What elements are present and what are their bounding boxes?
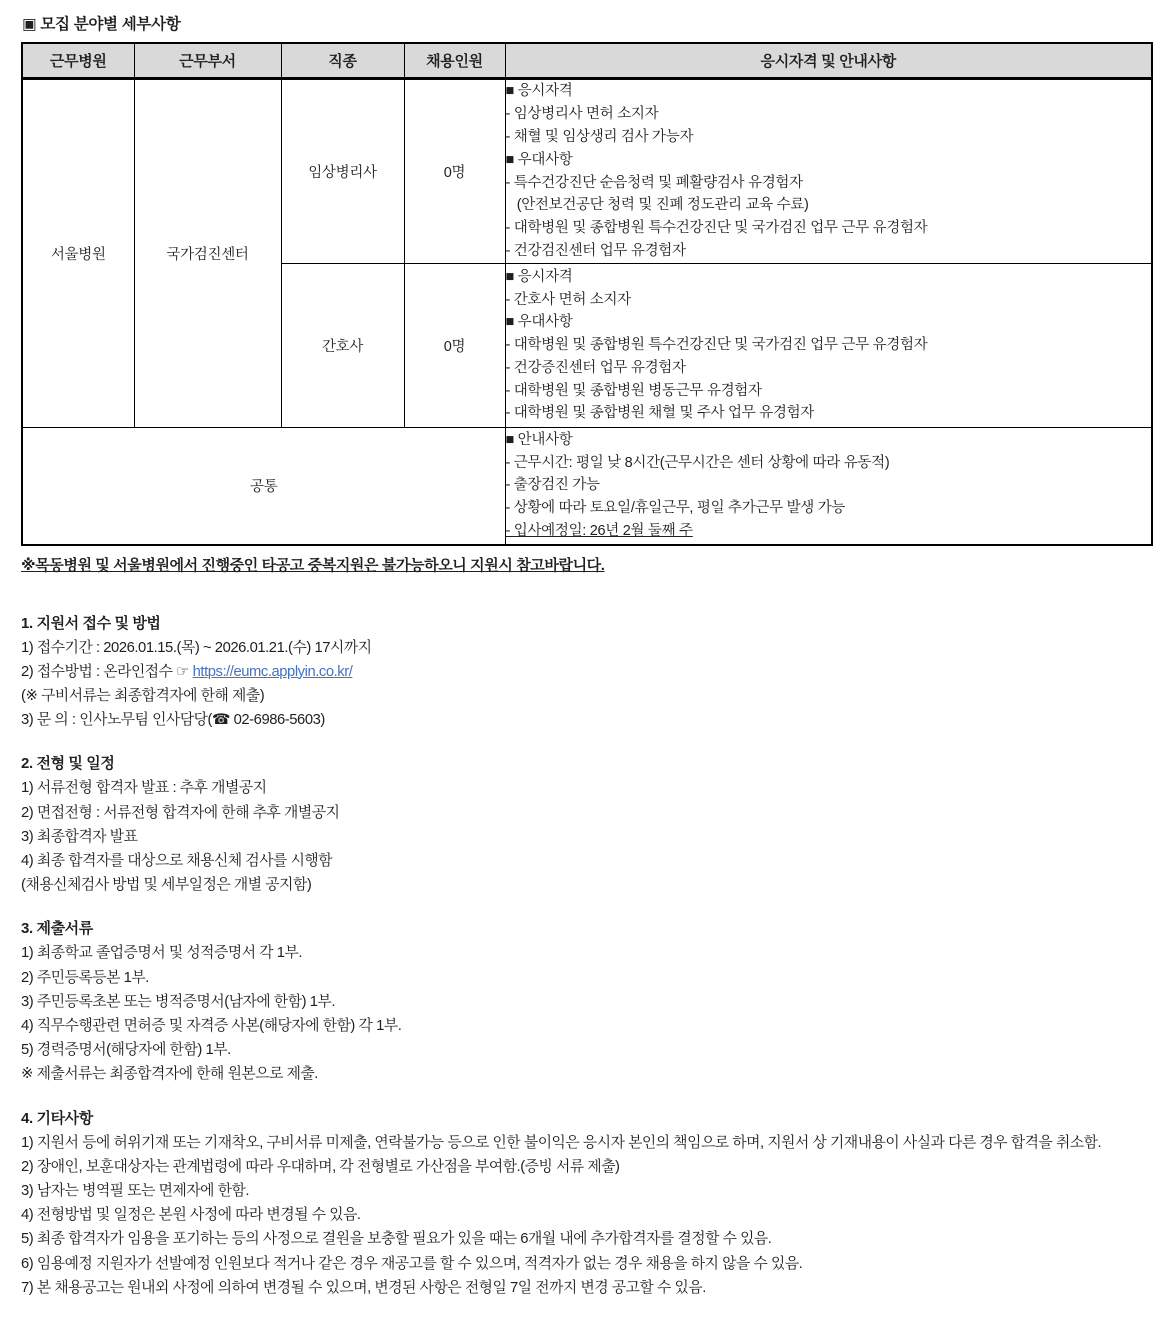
misc-line: 4) 전형방법 및 일정은 본원 사정에 따라 변경될 수 있음. <box>21 1207 361 1224</box>
detail-line: - 특수건강진단 순음청력 및 폐활량검사 유경험자 <box>505 174 803 191</box>
application-method-prefix: 2) 접수방법 : 온라인접수 ☞ <box>21 663 193 680</box>
header-department: 근무부서 <box>134 43 281 79</box>
document-line: 1) 최종학교 졸업증명서 및 성적증명서 각 1부. <box>21 945 303 962</box>
detail-line: (안전보건공단 청력 및 진폐 정도관리 교육 수료) <box>505 197 809 214</box>
application-url-link[interactable]: https://eumc.applyin.co.kr/ <box>192 663 353 680</box>
application-period-line: 1) 접수기간 : 2026.01.15.(목) ~ 2026.01.21.(수) 17시까지 <box>21 639 372 656</box>
schedule-line: 3) 최종합격자 발표 <box>21 828 138 845</box>
schedule-line: 2) 면접전형 : 서류전형 합격자에 한해 추후 개별공지 <box>21 804 340 821</box>
detail-line: - 임상병리사 면허 소지자 <box>505 106 659 123</box>
detail-line: ■ 응시자격 <box>505 83 573 100</box>
misc-line: 2) 장애인, 보훈대상자는 관계법령에 따라 우대하며, 각 전형별로 가산점을 부여함.(증빙 서류 제출) <box>21 1158 620 1175</box>
section-documents <box>21 917 1151 1086</box>
table-row <box>22 79 1152 264</box>
detail-line: ■ 우대사항 <box>505 151 573 168</box>
header-count: 채용인원 <box>404 43 505 79</box>
detail-line: - 건강검진센터 업무 유경험자 <box>505 242 686 259</box>
detail-line: - 상황에 따라 토요일/휴일근무, 평일 추가근무 발생 가능 <box>505 500 846 517</box>
detail-line: - 근무시간: 평일 낮 8시간(근무시간은 센터 상황에 따라 유동적) <box>505 454 890 471</box>
detail-line: - 간호사 면허 소지자 <box>505 291 631 308</box>
section-application <box>21 612 1151 733</box>
section-heading: 1. 지원서 접수 및 방법 <box>21 614 161 632</box>
document-line: ※ 제출서류는 최종합격자에 한해 원본으로 제출. <box>21 1066 318 1083</box>
header-hospital: 근무병원 <box>22 43 134 79</box>
misc-line: 6) 임용예정 지원자가 선발예정 인원보다 적거나 같은 경우 재공고를 할 수 있으며, 적격자가 없는 경우 채용을 하지 않을 수 있음. <box>21 1255 803 1272</box>
common-details-cell <box>505 428 1152 545</box>
job-cell-clinical-pathologist: 임상병리사 <box>281 79 404 264</box>
schedule-line: 4) 최종 합격자를 대상으로 채용신체 검사를 시행함 <box>21 852 333 869</box>
detail-line: - 건강증진센터 업무 유경험자 <box>505 359 686 376</box>
section-misc <box>21 1107 1151 1300</box>
misc-line: 7) 본 채용공고는 원내외 사정에 의하여 변경될 수 있으며, 변경된 사항은 전형일 7일 전까지 변경 공고할 수 있음. <box>21 1279 706 1296</box>
application-method-line <box>21 660 1151 684</box>
detail-line: - 채혈 및 임상생리 검사 가능자 <box>505 128 694 145</box>
header-qualifications: 응시자격 및 안내사항 <box>505 43 1152 79</box>
misc-line: 5) 최종 합격자가 임용을 포기하는 등의 사정으로 결원을 보충할 필요가 있을 때는 6개월 내에 추가합격자를 결정할 수 있음. <box>21 1231 772 1248</box>
detail-line-start-date: - 입사예정일: 26년 2월 둘째 주 <box>505 522 693 539</box>
detail-line: ■ 안내사항 <box>505 431 573 448</box>
department-cell: 국가검진센터 <box>134 79 281 428</box>
section-schedule <box>21 752 1151 897</box>
document-line: 5) 경력증명서(해당자에 한함) 1부. <box>21 1042 231 1059</box>
recruitment-table <box>21 42 1153 546</box>
table-header-row <box>22 43 1152 79</box>
qualifications-cell <box>505 79 1152 264</box>
misc-line: 3) 남자는 병역필 또는 면제자에 한함. <box>21 1182 250 1199</box>
document-line: 3) 주민등록초본 또는 병적증명서(남자에 한함) 1부. <box>21 993 335 1010</box>
table-row-common <box>22 428 1152 545</box>
detail-line: - 대학병원 및 종합병원 특수건강진단 및 국가검진 업무 근무 유경험자 <box>505 220 928 237</box>
common-label-cell: 공통 <box>22 428 505 545</box>
job-cell-nurse: 간호사 <box>281 264 404 428</box>
contact-line: 3) 문 의 : 인사노무팀 인사담당(☎ 02-6986-5603) <box>21 712 325 729</box>
hospital-cell: 서울병원 <box>22 79 134 428</box>
misc-line: 1) 지원서 등에 허위기재 또는 기재착오, 구비서류 미제출, 연락불가능 등으로 인한 불이익은 응시자 본인의 책임으로 하며, 지원서 상 기재내용이 사실과 다른 경우 합격을 취소함. <box>21 1134 1102 1151</box>
qualifications-cell <box>505 264 1152 428</box>
section-heading: 3. 제출서류 <box>21 920 93 938</box>
detail-line: ■ 응시자격 <box>505 268 573 285</box>
section-heading: 4. 기타사항 <box>21 1109 93 1127</box>
detail-line: - 대학병원 및 종합병원 채혈 및 주사 업무 유경험자 <box>505 405 814 422</box>
detail-line: ■ 우대사항 <box>505 314 573 331</box>
header-job: 직종 <box>281 43 404 79</box>
duplicate-application-notice: ※목동병원 및 서울병원에서 진행중인 타공고 중복지원은 불가능하오니 지원시 참고바랍니다. <box>21 556 605 574</box>
detail-line: - 대학병원 및 종합병원 병동근무 유경험자 <box>505 382 762 399</box>
detail-line: - 대학병원 및 종합병원 특수건강진단 및 국가검진 업무 근무 유경험자 <box>505 337 928 354</box>
detail-line: - 출장검진 가능 <box>505 477 600 494</box>
document-line: 2) 주민등록등본 1부. <box>21 969 149 986</box>
schedule-line: 1) 서류전형 합격자 발표 : 추후 개별공지 <box>21 780 267 797</box>
page-title: ▣ 모집 분야별 세부사항 <box>22 16 181 33</box>
section-heading: 2. 전형 및 일정 <box>21 755 115 773</box>
schedule-line: (채용신체검사 방법 및 세부일정은 개별 공지함) <box>21 877 312 894</box>
document-line: 4) 직무수행관련 면허증 및 자격증 사본(해당자에 한함) 각 1부. <box>21 1017 402 1034</box>
required-docs-note-line: (※ 구비서류는 최종합격자에 한해 제출) <box>21 687 265 704</box>
count-cell: 0명 <box>404 79 505 264</box>
count-cell: 0명 <box>404 264 505 428</box>
